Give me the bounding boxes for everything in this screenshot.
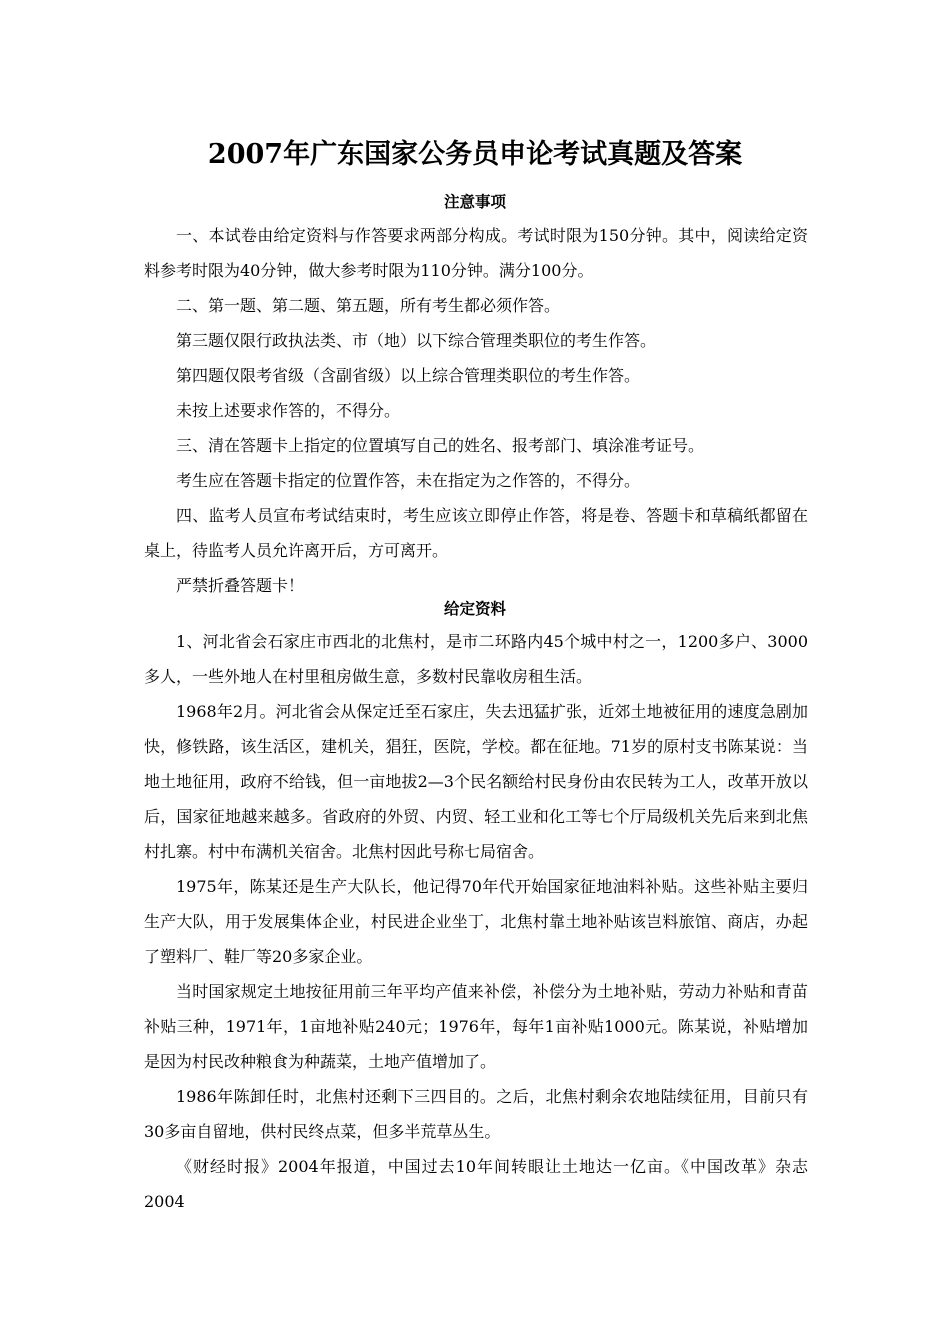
notice-paragraph: 未按上述要求作答的，不得分。 [176, 401, 401, 420]
notice-paragraph: 二、第一题、第二题、第五题，所有考生都必须作答。 [176, 296, 561, 315]
notice-paragraph: 一、本试卷由给定资料与作答要求两部分构成。考试时限为150分钟。其中，阅读给定资料参考时限为40分钟，做大参考时限为110分钟。满分100分。 [144, 226, 808, 280]
notice-heading: 注意事项 [443, 192, 506, 211]
notice-paragraph: 四、监考人员宣布考试结束时，考生应该立即停止作答，将是卷、答题卡和草稿纸都留在桌上，待监考人员允许离开后，方可离开。 [144, 506, 808, 560]
materials-heading: 给定资料 [443, 599, 506, 618]
notice-paragraph: 第四题仅限考省级（含副省级）以上综合管理类职位的考生作答。 [176, 366, 641, 385]
materials-section [144, 624, 808, 1219]
materials-paragraph: 当时国家规定土地按征用前三年平均产值来补偿，补偿分为土地补贴，劳动力补贴和青苗补贴三种，1971年，1亩地补贴240元；1976年，每年1亩补贴1000元。陈某说，补贴增加是因为村民改种粮食为种蔬菜，土地产值增加了。 [144, 982, 808, 1071]
notice-paragraph: 严禁折叠答题卡！ [176, 576, 305, 595]
notice-paragraph: 三、清在答题卡上指定的位置填写自己的姓名、报考部门、填涂准考证号。 [176, 436, 705, 455]
document-title: 2007年广东国家公务员申论考试真题及答案 [207, 139, 743, 170]
materials-paragraph: 《财经时报》2004年报道，中国过去10年间转眼让土地达一亿亩。《中国改革》杂志2004 [144, 1157, 808, 1211]
materials-paragraph: 1986年陈卸任时，北焦村还剩下三四目的。之后，北焦村剩余农地陆续征用，目前只有30多亩自留地，供村民终点菜，但多半荒草丛生。 [144, 1087, 808, 1141]
notice-paragraph: 第三题仅限行政执法类、市（地）以下综合管理类职位的考生作答。 [176, 331, 657, 350]
notice-section [144, 218, 808, 603]
materials-paragraph: 1975年，陈某还是生产大队长，他记得70年代开始国家征地油料补贴。这些补贴主要归生产大队，用于发展集体企业，村民进企业坐丁，北焦村靠土地补贴该岂料旅馆、商店，办起了塑料厂、鞋厂等20多家企业。 [144, 877, 808, 966]
notice-paragraph: 考生应在答题卡指定的位置作答，未在指定为之作答的，不得分。 [176, 471, 641, 490]
materials-paragraph: 1968年2月。河北省会从保定迁至石家庄，失去迅猛扩张，近郊土地被征用的速度急剧加快，修铁路，该生活区，建机关，猖狂，医院，学校。都在征地。71岁的原村支书陈某说：当地土地征用，政府不给钱，但一亩地拔2—3个民名额给村民身份由农民转为工人，改革开放以后，国家征地越来越多。省政府的外贸、内贸、轻工业和化工等七个厅局级机关先后来到北焦村扎寨。村中布满机关宿舍。北焦村因此号称七局宿舍。 [144, 702, 808, 861]
materials-paragraph: 1、河北省会石家庄市西北的北焦村，是市二环路内45个城中村之一，1200多户、3000多人，一些外地人在村里租房做生意，多数村民靠收房租生活。 [144, 632, 808, 686]
